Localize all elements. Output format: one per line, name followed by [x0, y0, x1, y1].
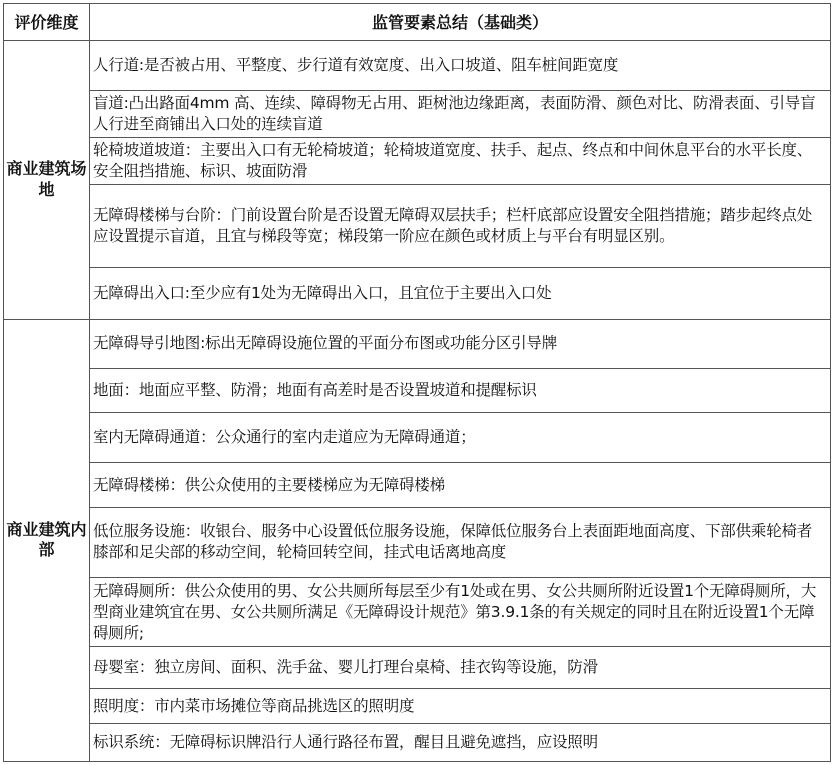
category-commercial-site: 商业建筑场地 [4, 40, 90, 319]
table-row [4, 578, 831, 647]
table-row [4, 268, 831, 320]
regulatory-table [3, 3, 831, 762]
table-row [4, 463, 831, 508]
table-row [4, 40, 831, 91]
item-indoor-passage: 室内无障碍通道：公众通行的室内走道应为无障碍通道； [90, 413, 831, 463]
table-row [4, 413, 831, 463]
table-row [4, 647, 831, 689]
table-row [4, 368, 831, 413]
category-commercial-interior: 商业建筑内部 [4, 319, 90, 761]
table-row [4, 184, 831, 267]
item-signage-system: 标识系统：无障碍标识牌沿行人通行路径布置，醒目且避免遮挡，应设照明 [90, 724, 831, 762]
table-row [4, 138, 831, 185]
item-accessible-toilet: 无障碍厕所：供公众使用的男、女公共厕所每层至少有1处或在男、女公共厕所附近设置1个无障碍厕所，大型商业建筑宜在男、女公共厕所满足《无障碍设计规范》第3.9.1条的有关规定的同时且在附近设置1个无障碍厕所; [90, 578, 831, 647]
table-row [4, 507, 831, 577]
item-accessible-stairs: 无障碍楼梯：供公众使用的主要楼梯应为无障碍楼梯 [90, 463, 831, 508]
table-row [4, 724, 831, 762]
header-regulatory-elements: 监管要素总结（基础类） [90, 4, 831, 41]
table-row [4, 688, 831, 724]
item-accessible-stairs-steps: 无障碍楼梯与台阶：门前设置台阶是否设置无障碍双层扶手；栏杆底部应设置安全阻挡措施；踏步起终点处应设置提示盲道，且宜与梯段等宽；梯段第一阶应在颜色或材质上与平台有明显区别。 [90, 184, 831, 267]
item-sidewalk: 人行道:是否被占用、平整度、步行道有效宽度、出入口坡道、阻车桩间距宽度 [90, 40, 831, 91]
header-row [4, 4, 831, 41]
item-tactile-paving: 盲道:凸出路面4mm 高、连续、障碍物无占用、距树池边缘距离，表面防滑、颜色对比、防滑表面、引导盲人行进至商铺出入口处的连续盲道 [90, 91, 831, 138]
item-accessible-entrance: 无障碍出入口:至少应有1处为无障碍出入口，且宜位于主要出入口处 [90, 268, 831, 320]
item-illuminance: 照明度：市内菜市场摊位等商品挑选区的照明度 [90, 688, 831, 724]
item-nursing-room: 母婴室：独立房间、面积、洗手盆、婴儿打理台桌椅、挂衣钩等设施，防滑 [90, 647, 831, 689]
item-low-service-facilities: 低位服务设施：收银台、服务中心设置低位服务设施，保障低位服务台上表面距地面高度、下部供乘轮椅者膝部和足尖部的移动空间，轮椅回转空间，挂式电话离地高度 [90, 507, 831, 577]
item-wheelchair-ramp: 轮椅坡道坡道：主要出入口有无轮椅坡道；轮椅坡道宽度、扶手、起点、终点和中间休息平台的水平长度、安全阻挡措施、标识、坡面防滑 [90, 138, 831, 185]
item-guide-map: 无障碍导引地图:标出无障碍设施位置的平面分布图或功能分区引导牌 [90, 319, 831, 368]
item-floor: 地面：地面应平整、防滑；地面有高差时是否设置坡道和提醒标识 [90, 368, 831, 413]
header-evaluation-dimension: 评价维度 [4, 4, 90, 41]
table-row [4, 91, 831, 138]
table-row [4, 319, 831, 368]
